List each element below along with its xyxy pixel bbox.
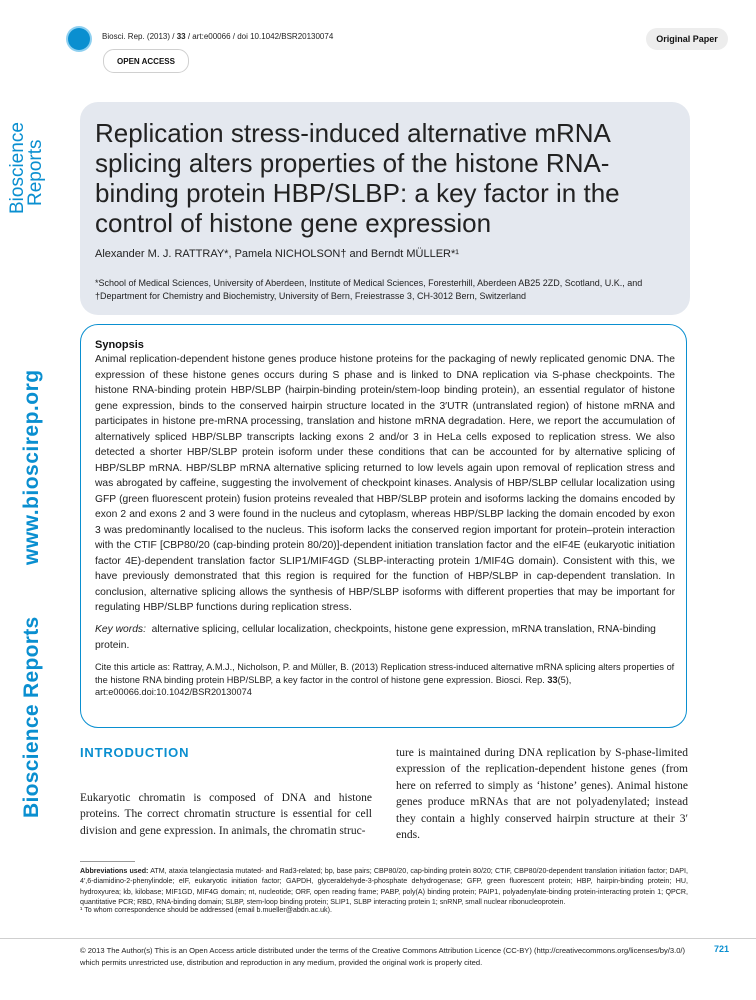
affiliation-line: †Department for Chemistry and Biochemistry, University of Bern, Freiestrasse 3, CH-3012 Bern, Switzerland: [95, 291, 526, 301]
body-text-left-column: Eukaryotic chromatin is composed of DNA and histone proteins. The correct chromatin structure is essential for cell division and gene expression. In animals, the chromatin struc-: [80, 792, 372, 837]
footer-divider: [0, 938, 756, 939]
abbreviations-footnote: Abbreviations used: ATM, ataxia telangiectasia mutated- and Rad3-related; bp, base pairs; CBP80/20, cap-binding protein 80/20; CTIF, CBP80/20-dependent translation initiation factor; DAPI, 4′,6-diamidino-2-phenylindole; eIF, eukaryotic initiation factor; GAPDH, glyceraldehyde-3-phosphate dehydrogenase; GFP, green fluorescent protein; HBP, hairpin-binding protein; HU, hydroxyurea; kb, kilobase; MIF1GD, MIF4G domain; nt, nucleotide; ORF, open reading frame; PABP, poly(A) binding protein; PAIP1, polyadenylate-binding protein-interacting protein 1; QPCR, quantitative PCR; RBD, RNA-binding domain; SLBP, stem-loop binding protein; SLIP1, SLBP interacting protein 1; snRNP, small nuclear ribonucleoprotein.: [80, 867, 688, 907]
article-title: Replication stress-induced alternative mRNA splicing alters properties of the histone RNA-binding protein HBP/SLBP: a key factor in the control of histone gene expression: [95, 118, 620, 238]
synopsis-heading: Synopsis: [95, 339, 144, 351]
body-text-right-column: ture is maintained during DNA replication by S-phase-limited expression of the replication-dependent histone genes (from here on referred to simply as ‘histone’ genes). Animal histone genes produce mRNAs that are not polyadenylated; instead they contain a highly conserved hairpin structure at their 3′ ends.: [396, 747, 688, 842]
page-number: 721: [714, 944, 730, 954]
journal-logo-icon: [68, 28, 90, 50]
license-text: © 2013 The Author(s) This is an Open Access article distributed under the terms of the Creative Commons Attribution Licence (CC-BY) (http://creativecommons.org/licenses/by/3.0/) which permits unrestricted use, distribution and reproduction in any medium, provided the original work is properly cited.: [80, 946, 686, 967]
cite-as: Cite this article as: Rattray, A.M.J., Nicholson, P. and Müller, B. (2013) Replication stress-induced alternative mRNA splicing alters properties of the histone RNA binding protein HBP/SLBP, a key factor in the control of histone gene expression. Biosci. Rep. 33(5), art:e00066.doi:10.1042/BSR20130074: [95, 662, 675, 697]
affiliations: [95, 277, 680, 303]
header-citation: Biosci. Rep. (2013) / 33 / art:e00066 / doi 10.1042/BSR20130074: [102, 32, 334, 41]
side-journal-logo: Bioscience Reports: [7, 122, 46, 214]
section-heading-introduction: INTRODUCTION: [80, 745, 190, 760]
correspondence-footnote: ¹ To whom correspondence should be addressed (email b.mueller@abdn.ac.uk).: [80, 906, 332, 914]
article-type-badge: Original Paper: [646, 28, 728, 50]
footnote-divider: [80, 861, 135, 862]
synopsis-text: Animal replication-dependent histone genes produce histone proteins for the packaging of newly replicated genomic DNA. The expression of these histone genes occurs during S phase and is linked to DNA replication via S-phase checkpoints. The histone RNA-binding protein HBP/SLBP (hairpin-binding protein/stem-loop binding protein), an essential regulator of histone gene expression, binds to the conserved hairpin structure located in the 3′UTR (untranslated region) of histone mRNA and participates in histone pre-mRNA processing, translation and histone mRNA degradation. Here, we report the accumulation of alternatively spliced HBP/SLBP transcripts lacking exons 2 and/or 3 in HeLa cells exposed to replication stress. We also detected a shorter HBP/SLBP protein isoform under these conditions that can be accounted for by alternative splicing of HBP/SLBP mRNA. HBP/SLBP mRNA alternative splicing returned to low levels again upon removal of replication stress and was abrogated by caffeine, suggesting the involvement of checkpoint kinases. Analysis of HBP/SLBP cellular localization using GFP (green fluorescent protein) fusion proteins revealed that HBP/SLBP protein and isoforms lacking the domains encoded by exon 2 and exons 2 and 3 were found in the nucleus and cytoplasm, whereas HBP/SLBP lacking the domain encoded by exon 3 was predominantly localised to the nucleus. This isoform lacks the conserved region important for protein–protein interaction with the CTIF [CBP80/20 (cap-binding protein 80/20)]-dependent initiation translation factor and the eIF4E (eukaryotic initiation factor 4E)-dependent translation factor SLIP1/MIF4GD (SLBP-interacting protein 1/MIF4G domain). Consistent with this, we have previously demonstrated that this region is required for the function of HBP/SLBP in cap-dependent translation. In conclusion, alternative splicing allows the synthesis of HBP/SLBP isoforms with different properties that may be important for regulating HBP/SLBP functions during replication stress.: [95, 354, 675, 613]
keywords: Key words: alternative splicing, cellular localization, checkpoints, histone gene expression, mRNA translation, RNA-binding protein.: [95, 624, 656, 651]
open-access-badge[interactable]: OPEN ACCESS: [103, 49, 189, 73]
side-url-link[interactable]: www.bioscirep.org: [20, 369, 43, 565]
author-list: Alexander M. J. RATTRAY*, Pamela NICHOLSON† and Berndt MÜLLER*¹: [95, 248, 459, 260]
affiliation-line: *School of Medical Sciences, University of Aberdeen, Institute of Medical Sciences, Foresterhill, Aberdeen AB25 2ZD, Scotland, U.K., and: [95, 278, 643, 288]
side-journal-name: Bioscience Reports: [20, 616, 43, 818]
